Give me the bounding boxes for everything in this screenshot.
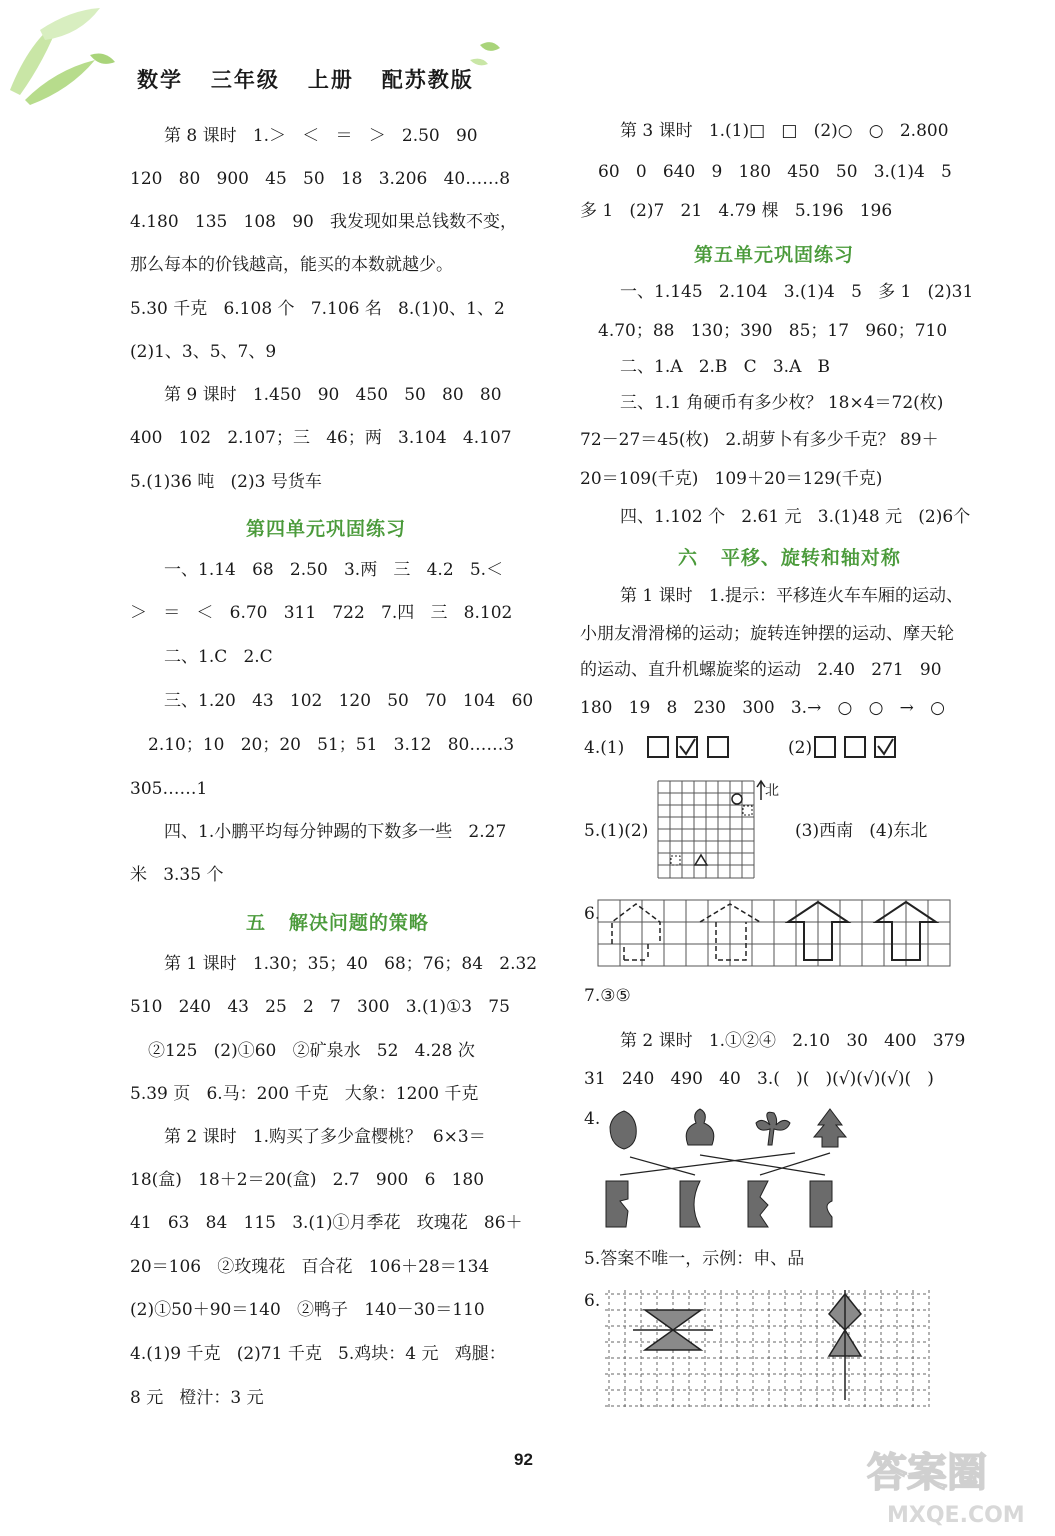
answer-line: 的运动、直升机螺旋桨的运动 2.40 271 90 [580, 660, 942, 680]
answer-line: 二、1.A 2.B C 3.A B [620, 357, 831, 377]
answer-line: 小朋友滑滑梯的运动；旋转连钟摆的运动、摩天轮 [580, 624, 954, 644]
north-label: 北 [765, 783, 779, 799]
answer-line: 41 63 84 115 3.(1)①月季花 玫瑰花 86＋ [130, 1213, 523, 1233]
answer-line: 20＝109(千克) 109＋20＝129(千克) [580, 469, 883, 489]
header-leaf-decoration [0, 0, 520, 120]
answer-line: 5.39 页 6.马：200 千克 大象：1200 千克 [130, 1084, 479, 1104]
answer-line: 60 0 640 9 180 450 50 3.(1)4 5 [598, 162, 952, 182]
answer-line: 第 1 课时 1.30；35；40 68；76；84 2.32 [164, 954, 538, 974]
section-title: 第五单元巩固练习 [694, 244, 855, 266]
answer-line: 20＝106 ②玫瑰花 百合花 106＋28＝134 [130, 1257, 490, 1277]
answer-line: 米 3.35 个 [130, 865, 224, 885]
watermark-logo [847, 1440, 1047, 1530]
answer-line: 第 2 课时 1.①②④ 2.10 30 400 379 [620, 1031, 966, 1051]
answer-line: 305……1 [130, 779, 208, 799]
answer-line: 四、1.小鹏平均每分钟踢的下数多一些 2.27 [164, 822, 507, 842]
answer-line: 6. [584, 904, 601, 924]
section-title: 六 平移、旋转和轴对称 [678, 547, 901, 569]
answer-line: 510 240 43 25 2 7 300 3.(1)①3 75 [130, 997, 510, 1017]
answer-line: 四、1.102 个 2.61 元 3.(1)48 元 (2)6个 [620, 507, 971, 527]
answer-line: 31 240 490 40 3.( )( )(√)(√)(√)( ) [584, 1069, 934, 1089]
answer-line: 4.70；88 130；390 85；17 960；710 [598, 321, 948, 341]
answer-line: 第 3 课时 1.(1)□ □ (2)○ ○ 2.800 [620, 121, 949, 141]
answer-line: 5.答案不唯一，示例：申、品 [584, 1249, 805, 1269]
answer-line: 4. [584, 1109, 601, 1129]
answer-line: 第 1 课时 1.提示：平移连火车车厢的运动、 [620, 586, 964, 606]
answer-line: 第 9 课时 1.450 90 450 50 80 80 [164, 385, 502, 405]
answer-line: ②125 (2)①60 ②矿泉水 52 4.28 次 [148, 1041, 475, 1061]
checkbox-row-figure [645, 734, 925, 762]
answer-line: 5.30 千克 6.108 个 7.106 名 8.(1)0、1、2 [130, 299, 505, 319]
answer-line: 三、1.1 角硬币有多少枚？ 18×4＝72(枚) [620, 393, 944, 413]
header-title: 数学 三年级 上册 配苏教版 [137, 67, 474, 92]
section-title: 五 解决问题的策略 [246, 912, 429, 934]
answer-line: (3)西南 (4)东北 [795, 821, 928, 841]
answer-line: (2)①50＋90＝140 ②鸭子 140－30＝110 [130, 1300, 485, 1320]
answer-line: (2) [788, 738, 813, 758]
section-title: 第四单元巩固练习 [246, 518, 407, 540]
answer-line: 三、1.20 43 102 120 50 70 104 60 [164, 691, 534, 711]
page-number: 92 [514, 1450, 533, 1469]
answer-line: 多 1 (2)7 21 4.79 棵 5.196 196 [580, 201, 893, 221]
answer-line: 第 8 课时 1.＞ ＜ ＝ ＞ 2.50 90 [164, 126, 478, 146]
svg-text:答案圈: 答案圈 [867, 1450, 987, 1496]
translation-grid-figure [596, 898, 956, 970]
answer-line: 4.(1) [584, 738, 625, 758]
answer-line: 一、1.14 68 2.50 3.两 三 4.2 5.＜ [164, 560, 504, 580]
symmetry-grid-figure [605, 1290, 935, 1415]
answer-line: 那么每本的价钱越高，能买的本数就越少。 [130, 255, 453, 275]
answer-line: 7.③⑤ [584, 986, 631, 1006]
answer-line: 5.(1)36 吨 (2)3 号货车 [130, 472, 322, 492]
answer-line: 2.10；10 20；20 51；51 3.12 80……3 [148, 735, 515, 755]
answer-line: 4.180 135 108 90 我发现如果总钱数不变， [130, 212, 518, 232]
svg-text:MXQE.COM: MXQE.COM [887, 1503, 1025, 1528]
answer-line: 180 19 8 230 300 3.→ ○ ○ → ○ [580, 698, 945, 718]
answer-line: 5.(1)(2) [584, 821, 649, 841]
shape-matching-figure [600, 1105, 860, 1235]
answer-line: 72－27＝45(枚) 2.胡萝卜有多少千克？ 89＋ [580, 430, 939, 450]
answer-line: 第 2 课时 1.购买了多少盒樱桃？ 6×3＝ [164, 1127, 486, 1147]
answer-line: 4.(1)9 千克 (2)71 千克 5.鸡块：4 元 鸡腿： [130, 1344, 506, 1364]
answer-line: ＞ ＝ ＜ 6.70 311 722 7.四 三 8.102 [130, 603, 513, 623]
answer-line: 二、1.C 2.C [164, 647, 273, 667]
answer-line: (2)1、3、5、7、9 [130, 342, 277, 362]
answer-line: 120 80 900 45 50 18 3.206 40……8 [130, 169, 511, 189]
answer-line: 一、1.145 2.104 3.(1)4 5 多 1 (2)31 [620, 282, 974, 302]
answer-line: 18(盒) 18＋2＝20(盒) 2.7 900 6 180 [130, 1170, 485, 1190]
answer-line: 8 元 橙汁：3 元 [130, 1388, 264, 1408]
answer-line: 6. [584, 1291, 601, 1311]
answer-line: 400 102 2.107；三 46；两 3.104 4.107 [130, 428, 512, 448]
